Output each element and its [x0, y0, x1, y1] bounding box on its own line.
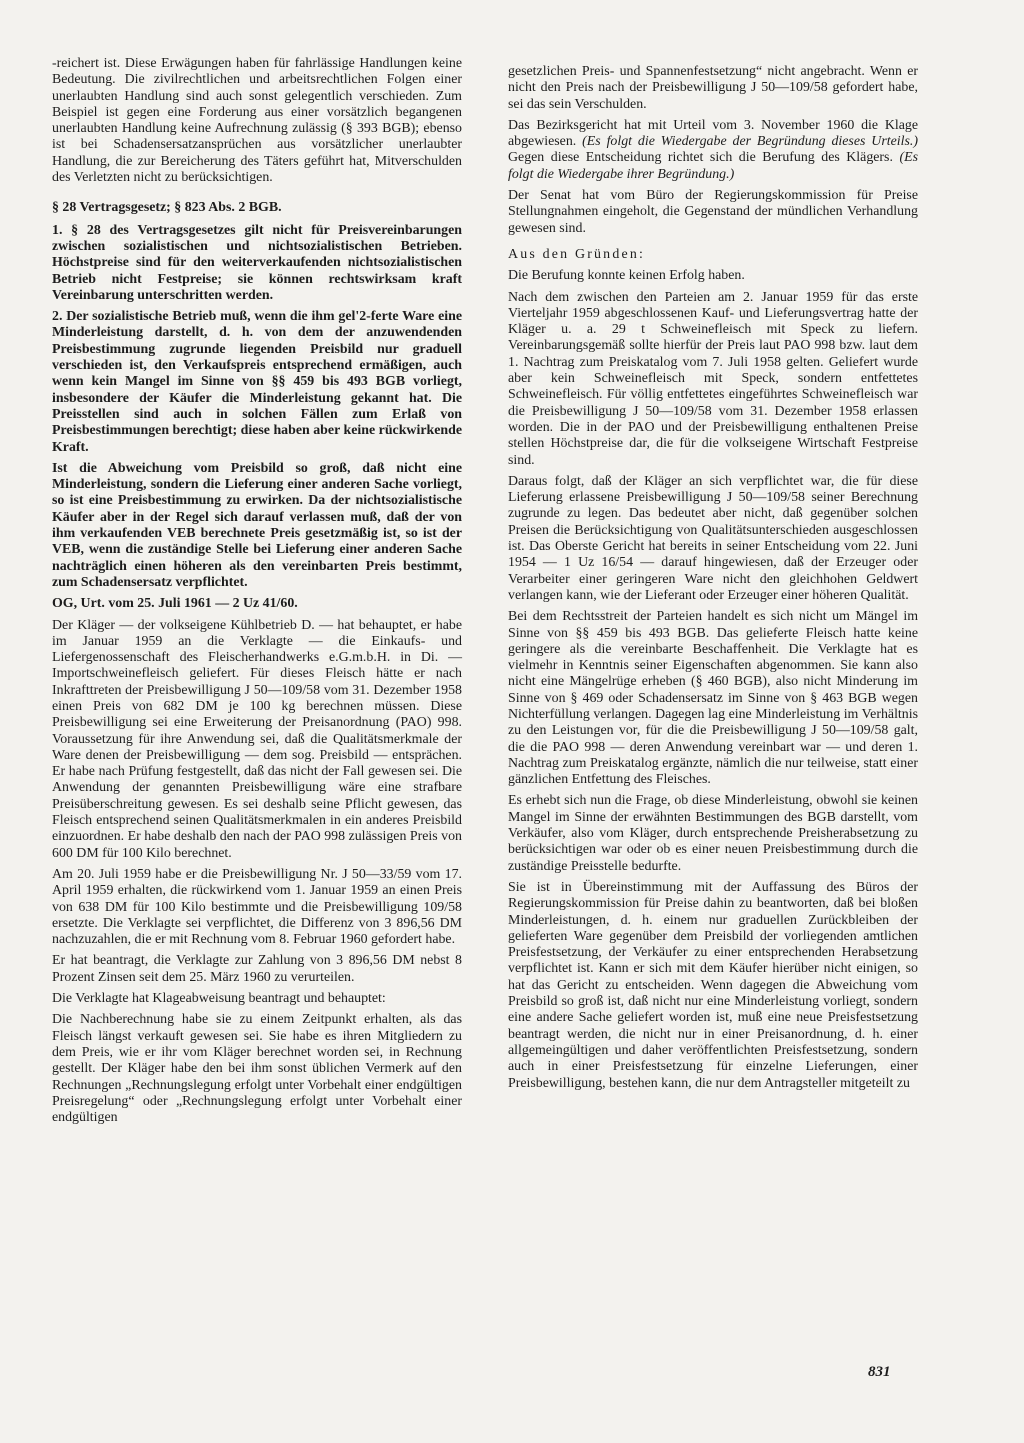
- paragraph: Die Verklagte hat Klageabweisung beantragt und behauptet:: [52, 991, 386, 1007]
- headnote-paragraph: 1. § 28 des Vertragsgesetzes gilt nicht für Preisvereinbarungen zwischen sozialistischen und nichtsozialistischen Betrieben. Höchstpreise sind für den weiterverkaufenden nichtsozialistischen Betrieb nicht Festpreise; sie können rechtswirksam kraft Vereinbarung unterschritten werden.: [52, 222, 462, 303]
- section-heading: Aus den Gründen:: [508, 246, 646, 262]
- paragraph: Der Kläger — der volkseigene Kühlbetrieb D. — hat behauptet, er habe im Januar 1959 an die Verklagte — die Einkaufs- und Liefergenossenschaft des Fleischerhandwerks e.G.m.b.H. in Di. — Importschweinefleisch geliefert. Für dieses Fleisch hätte er nach Inkrafttreten der Preisbewilligung J 50—109/58 vom 31. Dezember 1958 einen Preis von 682 DM je 100 kg berechnen müssen. Diese Preisbewilligung sei eine Erweiterung der Preisanordnung (PAO) 998. Voraussetzung für ihre Anwendung sei, daß die Qualitätsmerkmale der Ware denen der Preisbewilligung — dem sog. Preisbild — entsprächen. Er habe nach Prüfung festgestellt, daß das nicht der Fall gewesen sei. Die Anwendung der genannten Preisbewilligung wäre eine strafbare Preisüberschreitung gewesen. Es sei deshalb seine Pflicht gewesen, das Fleisch entsprechend seinen Qualitätsmerkmalen in ein anderes Preisbild einzuordnen. Er habe deshalb den nach der PAO 998 zulässigen Preis von 600 DM für 100 Kilo berechnet.: [52, 617, 462, 861]
- right-column: [508, 64, 918, 1097]
- headnote-paragraph: 2. Der sozialistische Betrieb muß, wenn die ihm gel'2-ferte Ware eine Minderleistung darstellt, d. h. von dem der anzuwendenden Preisbestimmung zugrunde liegenden Preisbild nur graduell verschieden ist, den Verkaufspreis entsprechend ermäßigen, auch wenn kein Mangel im Sinne von §§ 459 bis 493 BGB vorliegt, insbesondere der Käufer die Minderleistung gekannt hat. Die Preisstellen sind auch in solchen Fällen zum Erlaß von Preisbestimmungen berechtigt; diese haben aber keine rückwirkende Kraft.: [52, 309, 462, 455]
- paragraph: Am 20. Juli 1959 habe er die Preisbewilligung Nr. J 50—33/59 vom 17. April 1959 erhalten, die rückwirkend vom 1. Januar 1959 an einen Preis von 638 DM für 100 Kilo bestimmte und die Preisbewilligung 109/58 ersetzte. Die Verklagte sei verpflichtet, die Differenz von 3 896,56 DM nachzuzahlen, die er mit Rechnung vom 8. Februar 1960 gefordert habe.: [52, 866, 462, 948]
- paragraph: -reichert ist. Diese Erwägungen haben für fahrlässige Handlungen keine Bedeutung. Die zivilrechtlichen und arbeitsrechtlichen Folgen einer unerlaubten Handlung sind auch sonst gelegentlich verschieden. Zum Beispiel ist gegen eine Forderung aus einer vorsätzlich begangenen unerlaubten Handlung keine Aufrechnung zulässig (§ 393 BGB); ebenso ist bei Schadensersatzansprüchen aus vorsätzlicher unerlaubter Handlung, die zur Bereicherung des Täters geführt hat, Mitverschulden des Verletzten nicht zu berücksichtigen.: [52, 56, 462, 186]
- text-run: Gegen diese Entscheidung richtet sich die Berufung des Klägers.: [508, 150, 893, 166]
- page-number: 831: [868, 1364, 891, 1380]
- paragraph: [508, 118, 918, 183]
- paragraph: Bei dem Rechtsstreit der Parteien handelt es sich nicht um Mängel im Sinne von §§ 459 bis 493 BGB. Das gelieferte Fleisch hatte keine geringere als die vereinbarte Beschaffenheit. Die Verklagte hat es vielmehr in Kenntnis seiner Eigenschaften abgenommen. Sie kann also nicht eine Mängelrüge erheben (§ 460 BGB), also nicht Minderung im Sinne von § 469 oder Schadensersatz im Sinne von § 463 BGB wegen Nichterfüllung verlangen. Dagegen lag eine Minderleistung im Verhältnis zu den Leistungen vor, für die die Preisbewilligung J 50—109/58 galt, die die PAO 998 — deren Anwendung vereinbart war — und deren 1. Nachtrag zum Preiskatalog ergänzte, nämlich die nur teilweise, statt einer gänzlichen Entfettung des Fleisches.: [508, 609, 918, 788]
- paragraph: Die Nachberechnung habe sie zu einem Zeitpunkt erhalten, als das Fleisch längst verkauft gewesen sei. Sie habe es ihren Mitgliedern zu dem Preis, wie er ihr vom Kläger berechnet worden sei, in Rechnung gestellt. Der Kläger habe den bei ihm sonst üblichen Vermerk auf den Rechnungen „Rechnungslegung erfolgt unter Vorbehalt einer endgültigen Preisregelung“ oder „Rechnungslegung erfolgt unter Vorbehalt einer endgültigen: [52, 1012, 462, 1126]
- paragraph: Sie ist in Übereinstimmung mit der Auffassung des Büros der Regierungskommission für Preise dahin zu beantworten, daß bei bloßen Minderleistungen, d. h. einem nur graduellen Zurückbleiben der gelieferten Ware gegenüber dem Preisbild der vorliegenden amtlichen Preisfestsetzung, der Verkäufer zu einer entsprechenden Herabsetzung verpflichtet ist. Kann er sich mit dem Käufer hierüber nicht einigen, so hat das Gericht zu entscheiden. Wenn dagegen die Abweichung vom Preisbild so groß ist, daß nicht nur eine Minderleistung vorliegt, sondern eine andere Sache geliefert worden ist, muß eine neue Preisfestsetzung beantragt werden, die nicht nur in einer Preisanordnung, d. h. einer allgemeingültigen und daher veröffentlichten Preisfestsetzung, sondern auch in einer Preisfestsetzung für einzelne Lieferungen, einer Preisbewilligung, bestehen kann, die nur dem Antragsteller mitgeteilt zu: [508, 879, 918, 1091]
- paragraph: Es erhebt sich nun die Frage, ob diese Minderleistung, obwohl sie keinen Mangel im Sinne der erwähnten Bestimmungen des BGB darstellt, vom Verkäufer, also vom Kläger, durch entsprechende Preisherabsetzung zu berücksichtigen war oder ob es einer neuen Preisbestimmung durch die zuständige Preisstelle bedurfte.: [508, 793, 918, 874]
- text-run: Das Bezirksgericht hat mit Urteil vom 3. November 1960 die Klage abgewiesen.: [508, 117, 918, 150]
- paragraph: Der Senat hat vom Büro der Regierungskommission für Preise Stellungnahmen eingeholt, die Gegenstand der mündlichen Verhandlung gewesen sind.: [508, 188, 918, 236]
- italic-note: (Es folgt die Wiedergabe ihrer Begründung.): [508, 150, 918, 182]
- section-heading: § 28 Vertragsgesetz; § 823 Abs. 2 BGB.: [52, 200, 282, 216]
- headnote-paragraph: Ist die Abweichung vom Preisbild so groß, daß nicht eine Minderleistung, sondern die Lieferung einer anderen Sache vorliegt, so ist eine Preisbestimmung zu erwirken. Da der nichtsozialistische Käufer aber in der Regel sich darauf verlassen muß, daß der von ihm verkaufenden VEB berechnete Preis gesetzmäßig ist, so ist der VEB, wenn die zuständige Stelle bei Lieferung einer anderen Sache nachträglich einen höheren als den vereinbarten Preis bestimmt, zum Schadensersatz verpflichtet.: [52, 460, 462, 590]
- paragraph: Nach dem zwischen den Parteien am 2. Januar 1959 für das erste Vierteljahr 1959 abgeschlossenen Kauf- und Lieferungsvertrag hatte der Kläger u. a. 29 t Schweinefleisch mit Speck zu liefern. Vereinbarungsgemäß sollte hierfür der Preis laut PAO 998 bzw. laut dem 1. Nachtrag zum Preiskatalog vom 7. Juli 1958 gelten. Geliefert wurde aber kein Schweinefleisch mit Speck, sondern entfettetes Schweinefleisch. Für völlig entfettetes eingeführtes Schweinefleisch war die Preisbewilligung J 50—109/58 vom 31. Dezember 1958 erlassen worden. Die in der PAO und der Preisbewilligung enthaltenen Preise stellen Höchstpreise dar, die für die volkseigene Wirtschaft Festpreise sind.: [508, 289, 918, 468]
- paragraph: Er hat beantragt, die Verklagte zur Zahlung von 3 896,56 DM nebst 8 Prozent Zinsen seit dem 25. März 1960 zu verurteilen.: [52, 953, 462, 985]
- italic-note: (Es folgt die Wiedergabe der Begründung dieses Urteils.): [582, 134, 918, 150]
- court-citation: OG, Urt. vom 25. Juli 1961 — 2 Uz 41/60.: [52, 596, 298, 612]
- paragraph: gesetzlichen Preis- und Spannenfestsetzung“ nicht angebracht. Wenn er nicht den Preis nach der Preisbewilligung J 50—109/58 gefordert habe, sei das sein Verschulden.: [508, 64, 918, 112]
- left-column: [52, 56, 462, 1131]
- paragraph: Die Berufung konnte keinen Erfolg haben.: [508, 268, 745, 284]
- paragraph: Daraus folgt, daß der Kläger an sich verpflichtet war, die für diese Lieferung erlassene Preisbewilligung J 50—109/58 seiner Berechnung zugrunde zu legen. Das bedeutet aber nicht, daß gegenüber solchen Preisen die Berücksichtigung von Qualitätsunterschieden ausgeschlossen ist. Das Oberste Gericht hat bereits in seiner Entscheidung vom 22. Juni 1954 — 1 Uz 16/54 — darauf hingewiesen, daß der Erzeuger oder Verarbeiter einer geringeren Ware nicht den gleichhohen Geldwert verlangen kann, wie der Lieferant oder Erzeuger einer höheren Qualität.: [508, 473, 918, 603]
